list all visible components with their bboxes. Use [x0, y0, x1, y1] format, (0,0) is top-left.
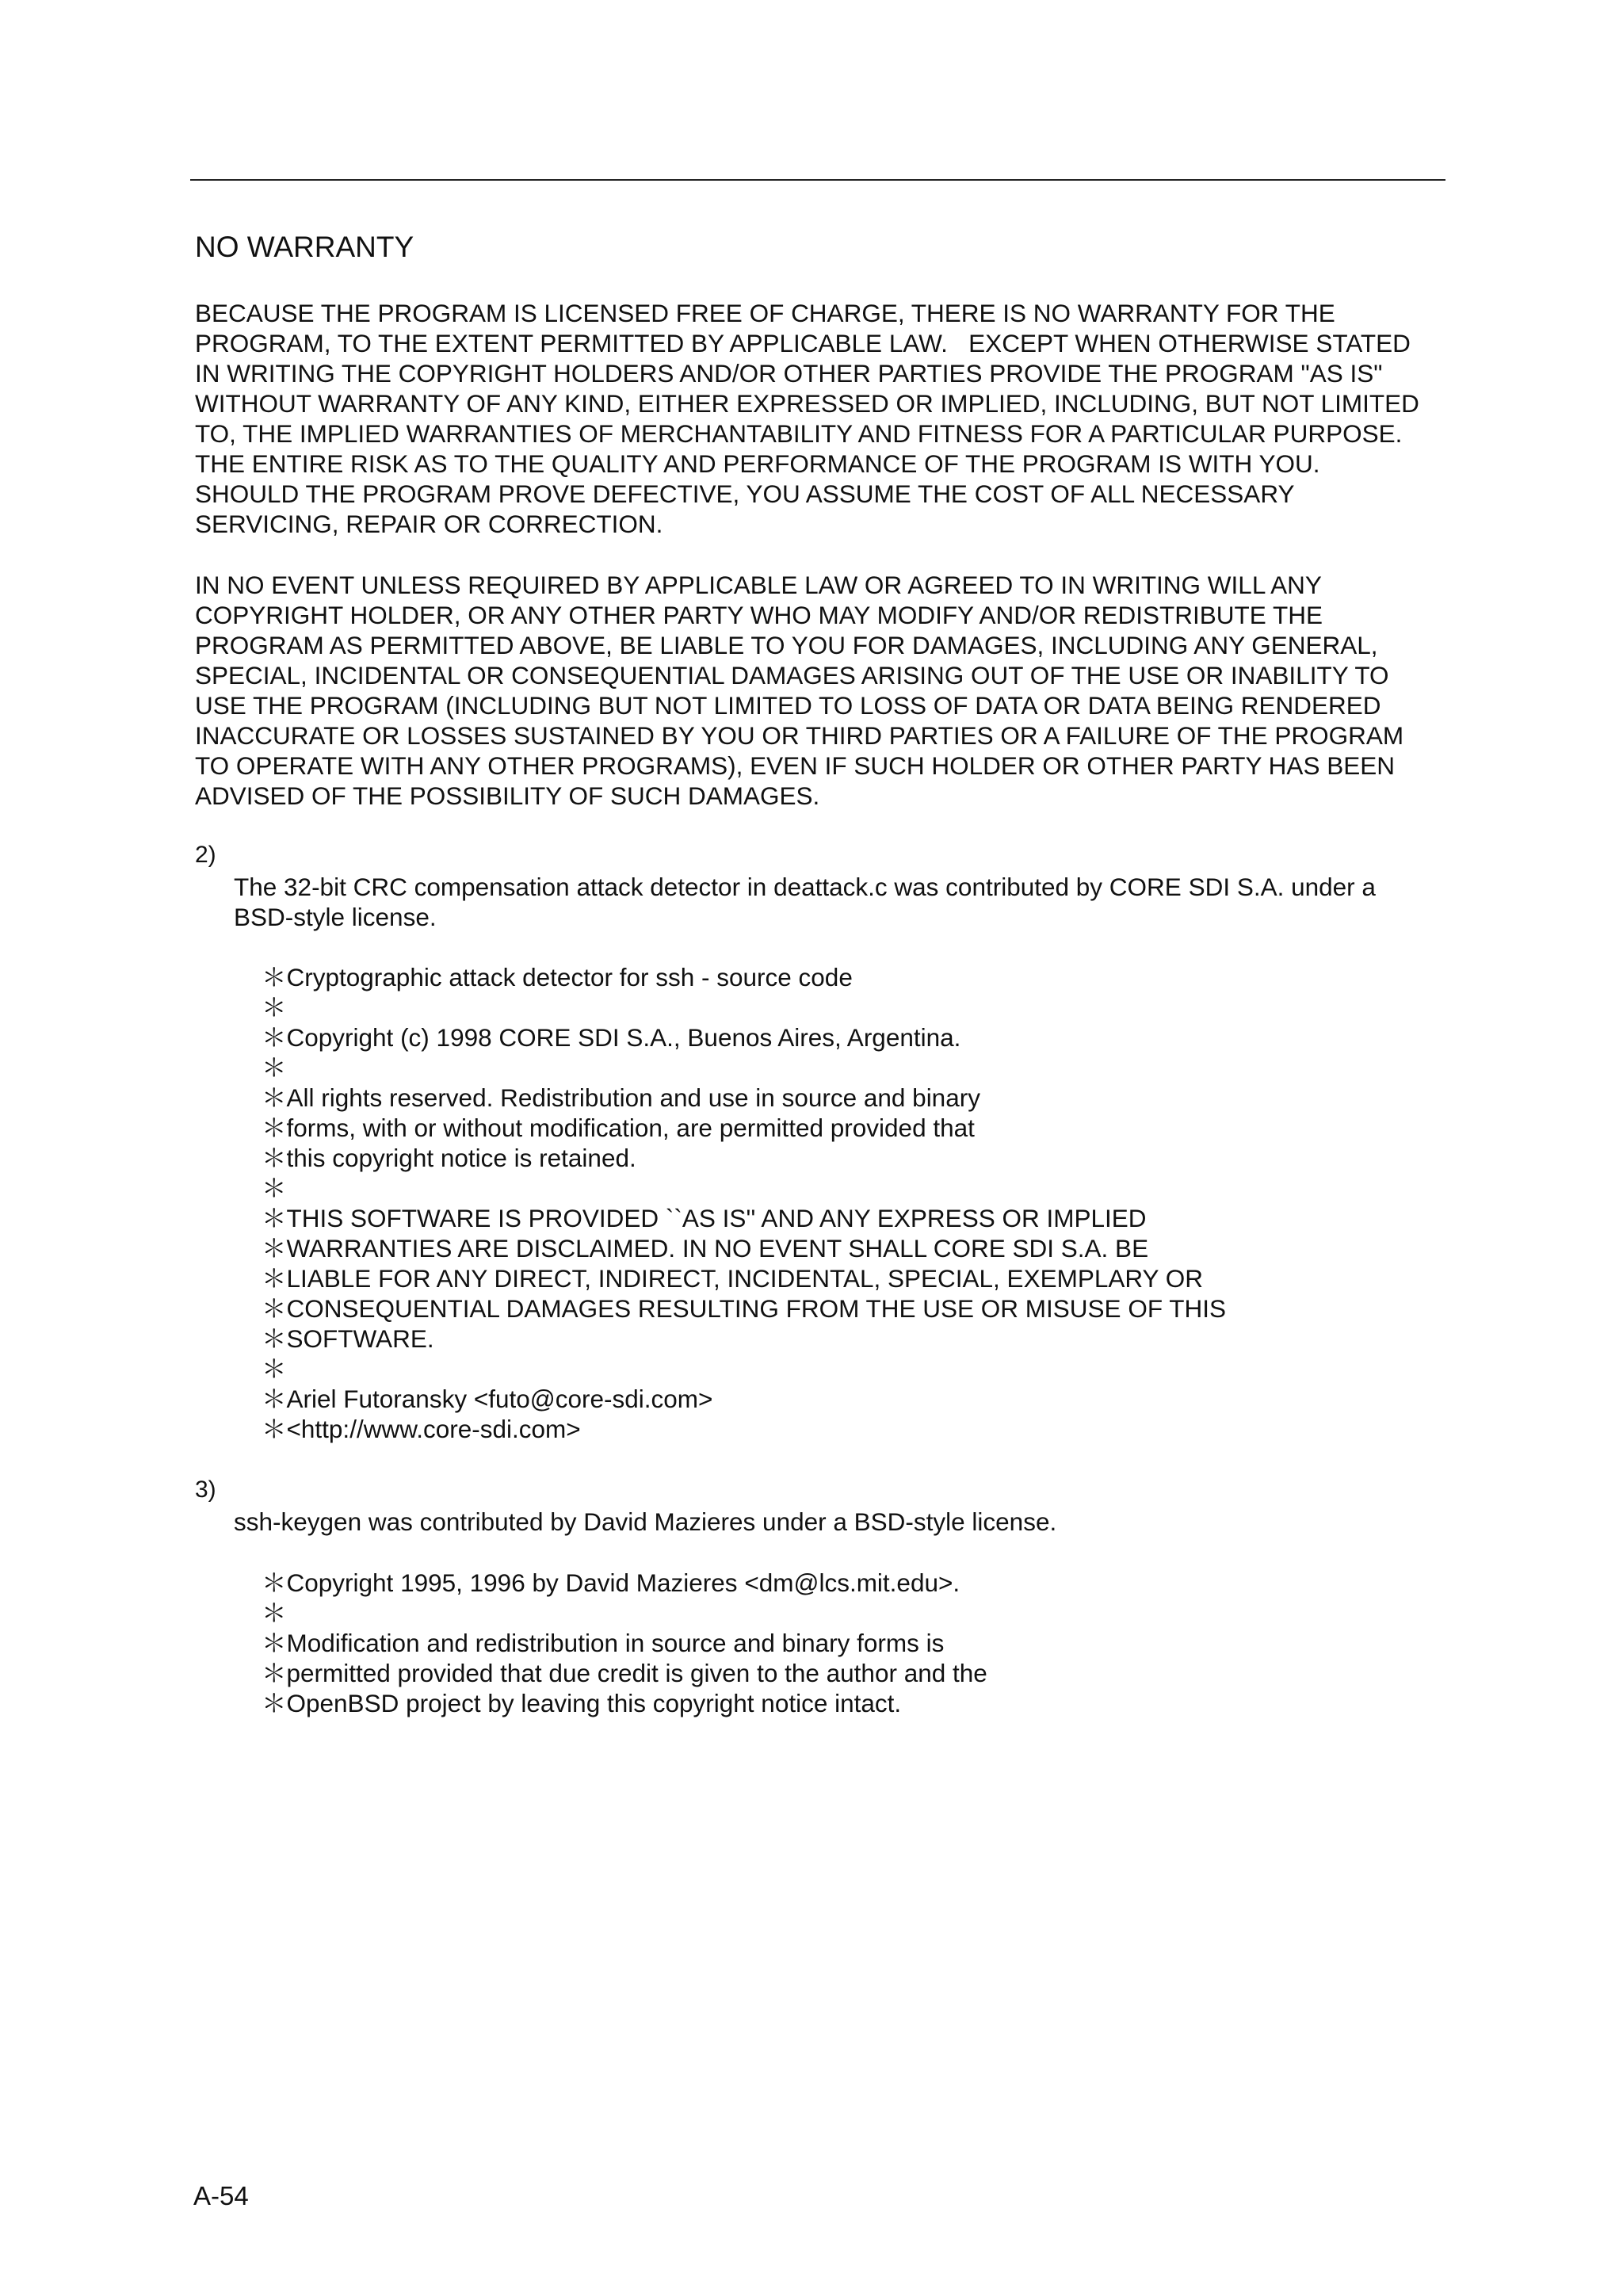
text-line: IN NO EVENT UNLESS REQUIRED BY APPLICABLE LAW OR AGREED TO IN WRITING WILL ANY [195, 571, 1322, 599]
comment-line: ＊Copyright 1995, 1996 by David Mazieres <dm@lcs.mit.edu>. [262, 1568, 960, 1597]
comment-line: ＊All rights reserved. Redistribution and use in source and binary [262, 1083, 980, 1112]
section-3-number: 3) [195, 1477, 216, 1503]
text-line: USE THE PROGRAM (INCLUDING BUT NOT LIMITED TO LOSS OF DATA OR DATA BEING RENDERED [195, 691, 1381, 720]
text-line: COPYRIGHT HOLDER, OR ANY OTHER PARTY WHO MAY MODIFY AND/OR REDISTRIBUTE THE [195, 601, 1323, 629]
text-line: ssh-keygen was contributed by David Mazieres under a BSD-style license. [234, 1507, 1057, 1536]
text-line: SPECIAL, INCIDENTAL OR CONSEQUENTIAL DAMAGES ARISING OUT OF THE USE OR INABILITY TO [195, 661, 1389, 690]
comment-line: ＊SOFTWARE. [262, 1324, 434, 1353]
page-number: A-54 [193, 2181, 249, 2210]
comment-line: ＊Modification and redistribution in source and binary forms is [262, 1629, 945, 1657]
text-line: BECAUSE THE PROGRAM IS LICENSED FREE OF CHARGE, THERE IS NO WARRANTY FOR THE [195, 299, 1335, 327]
text-line: BSD-style license. [234, 903, 437, 931]
section-heading: NO WARRANTY [195, 231, 414, 263]
text-line: TO OPERATE WITH ANY OTHER PROGRAMS), EVEN IF SUCH HOLDER OR OTHER PARTY HAS BEEN [195, 751, 1395, 780]
text-line: PROGRAM AS PERMITTED ABOVE, BE LIABLE TO YOU FOR DAMAGES, INCLUDING ANY GENERAL, [195, 631, 1378, 659]
section-2-intro [234, 872, 1376, 932]
comment-line: ＊WARRANTIES ARE DISCLAIMED. IN NO EVENT SHALL CORE SDI S.A. BE [262, 1234, 1149, 1263]
text-line: ADVISED OF THE POSSIBILITY OF SUCH DAMAGES. [195, 781, 820, 810]
comment-line: ＊ [262, 1599, 287, 1627]
text-line: TO, THE IMPLIED WARRANTIES OF MERCHANTABILITY AND FITNESS FOR A PARTICULAR PURPOSE. [195, 419, 1403, 448]
liability-paragraph [195, 570, 1403, 811]
section-3-intro [234, 1507, 1056, 1537]
text-line: THE ENTIRE RISK AS TO THE QUALITY AND PERFORMANCE OF THE PROGRAM IS WITH YOU. [195, 449, 1320, 478]
section-2-license-comment [262, 962, 1226, 1444]
text-line: IN WRITING THE COPYRIGHT HOLDERS AND/OR OTHER PARTIES PROVIDE THE PROGRAM "AS IS" [195, 359, 1383, 388]
comment-line: ＊ [262, 1053, 287, 1082]
comment-line: ＊this copyright notice is retained. [262, 1144, 636, 1172]
comment-line: ＊Ariel Futoransky <futo@core-sdi.com> [262, 1385, 713, 1413]
comment-line: ＊<http://www.core-sdi.com> [262, 1415, 581, 1443]
comment-line: ＊THIS SOFTWARE IS PROVIDED ``AS IS'' AND ANY EXPRESS OR IMPLIED [262, 1204, 1147, 1232]
comment-line: ＊ [262, 993, 287, 1022]
comment-line: ＊LIABLE FOR ANY DIRECT, INDIRECT, INCIDENTAL, SPECIAL, EXEMPLARY OR [262, 1264, 1203, 1293]
warranty-paragraph [195, 298, 1419, 539]
text-line: INACCURATE OR LOSSES SUSTAINED BY YOU OR THIRD PARTIES OR A FAILURE OF THE PROGRAM [195, 721, 1404, 750]
comment-line: ＊OpenBSD project by leaving this copyright notice intact. [262, 1689, 902, 1717]
text-line: SERVICING, REPAIR OR CORRECTION. [195, 510, 663, 538]
text-line: WITHOUT WARRANTY OF ANY KIND, EITHER EXPRESSED OR IMPLIED, INCLUDING, BUT NOT LIMITED [195, 389, 1419, 418]
comment-line: ＊ [262, 1354, 287, 1383]
section-2-number: 2) [195, 842, 216, 868]
comment-line: ＊forms, with or without modification, are permitted provided that [262, 1114, 975, 1142]
text-line: SHOULD THE PROGRAM PROVE DEFECTIVE, YOU ASSUME THE COST OF ALL NECESSARY [195, 479, 1295, 508]
section-3-license-comment [262, 1568, 987, 1718]
text-line: PROGRAM, TO THE EXTENT PERMITTED BY APPLICABLE LAW. EXCEPT WHEN OTHERWISE STATED [195, 329, 1411, 357]
comment-line: ＊CONSEQUENTIAL DAMAGES RESULTING FROM THE USE OR MISUSE OF THIS [262, 1294, 1226, 1323]
comment-line: ＊permitted provided that due credit is given to the author and the [262, 1659, 987, 1687]
header-rule [190, 179, 1445, 181]
comment-line: ＊ [262, 1174, 287, 1202]
comment-line: ＊Cryptographic attack detector for ssh - source code [262, 963, 853, 991]
text-line: The 32-bit CRC compensation attack detector in deattack.c was contributed by CORE SDI S.A. under a [234, 873, 1376, 901]
comment-line: ＊Copyright (c) 1998 CORE SDI S.A., Buenos Aires, Argentina. [262, 1023, 961, 1052]
